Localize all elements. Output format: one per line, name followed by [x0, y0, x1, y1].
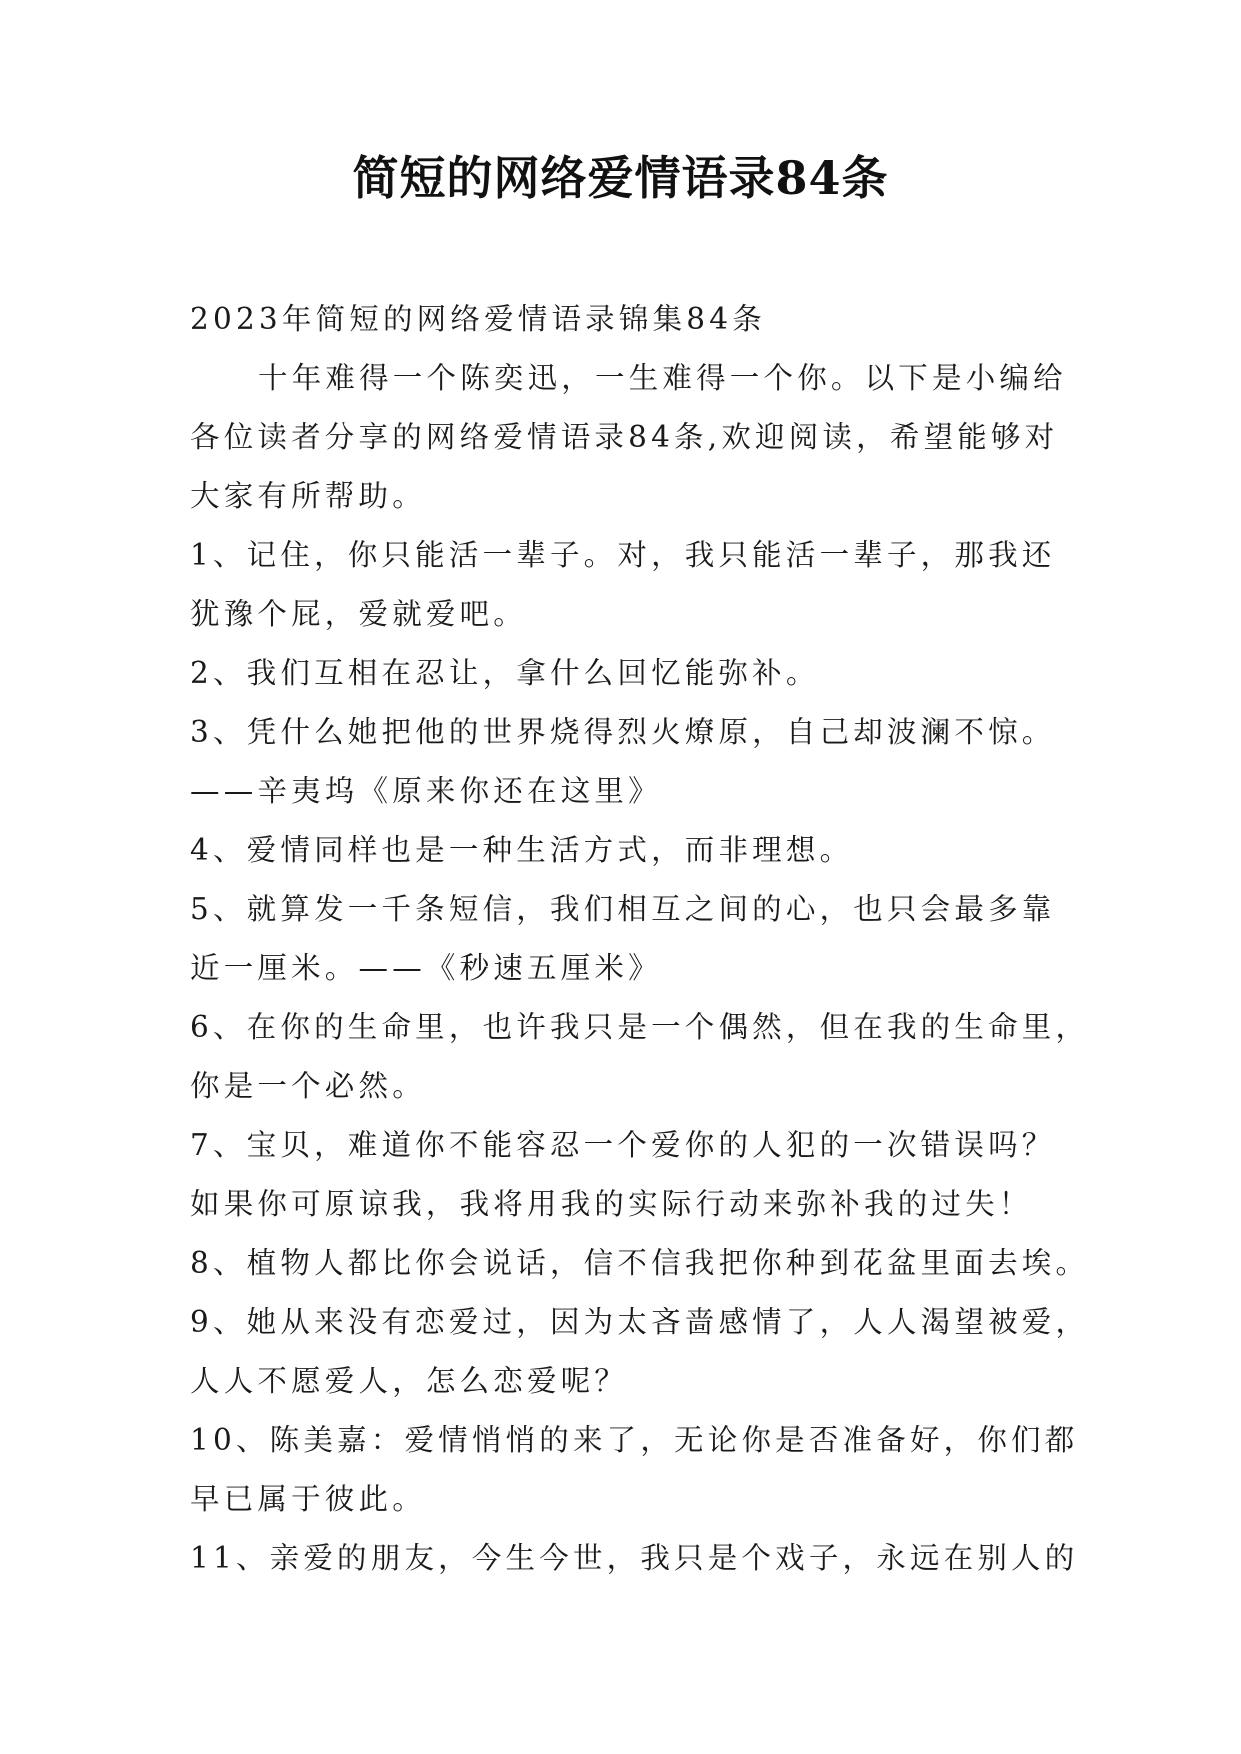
subtitle-line: 2023年简短的网络爱情语录锦集84条	[190, 302, 766, 336]
quote-line: 早已属于彼此。	[190, 1482, 426, 1516]
quote-line: 你是一个必然。	[190, 1069, 426, 1103]
quote-line: 人人不愿爱人，怎么恋爱呢？	[190, 1364, 629, 1398]
quote-line: 9、她从来没有恋爱过，因为太吝啬感情了，人人渴望被爱，	[190, 1305, 1090, 1339]
quote-line: 如果你可原谅我，我将用我的实际行动来弥补我的过失！	[190, 1187, 1033, 1221]
quote-line: 7、宝贝，难道你不能容忍一个爱你的人犯的一次错误吗？	[190, 1128, 1056, 1162]
intro-paragraph-line: 十年难得一个陈奕迅，一生难得一个你。以下是小编给	[258, 361, 1067, 395]
quote-line: 1、记住，你只能活一辈子。对，我只能活一辈子，那我还	[190, 538, 1056, 572]
intro-paragraph-line: 各位读者分享的网络爱情语录84条,欢迎阅读，希望能够对	[190, 420, 1059, 454]
quote-line: 11、亲爱的朋友，今生今世，我只是个戏子，永远在别人的	[190, 1541, 1079, 1575]
quote-line: ——辛夷坞《原来你还在这里》	[190, 774, 662, 808]
intro-paragraph-line: 大家有所帮助。	[190, 479, 426, 513]
document-body	[190, 290, 1090, 1588]
document-title: 简短的网络爱情语录84条	[352, 151, 889, 205]
quote-line: 6、在你的生命里，也许我只是一个偶然，但在我的生命里，	[190, 1010, 1090, 1044]
quote-line: 近一厘米。——《秒速五厘米》	[190, 951, 662, 985]
quote-line: 2、我们互相在忍让，拿什么回忆能弥补。	[190, 656, 820, 690]
quote-line: 4、爱情同样也是一种生活方式，而非理想。	[190, 833, 854, 867]
quote-line: 10、陈美嘉：爱情悄悄的来了，无论你是否准备好，你们都	[190, 1423, 1079, 1457]
quote-line: 3、凭什么她把他的世界烧得烈火燎原，自己却波澜不惊。	[190, 715, 1056, 749]
quote-line: 8、植物人都比你会说话，信不信我把你种到花盆里面去埃。	[190, 1246, 1090, 1280]
quote-line: 犹豫个屁，爱就爱吧。	[190, 597, 528, 631]
quote-line: 5、就算发一千条短信，我们相互之间的心，也只会最多靠	[190, 892, 1056, 926]
